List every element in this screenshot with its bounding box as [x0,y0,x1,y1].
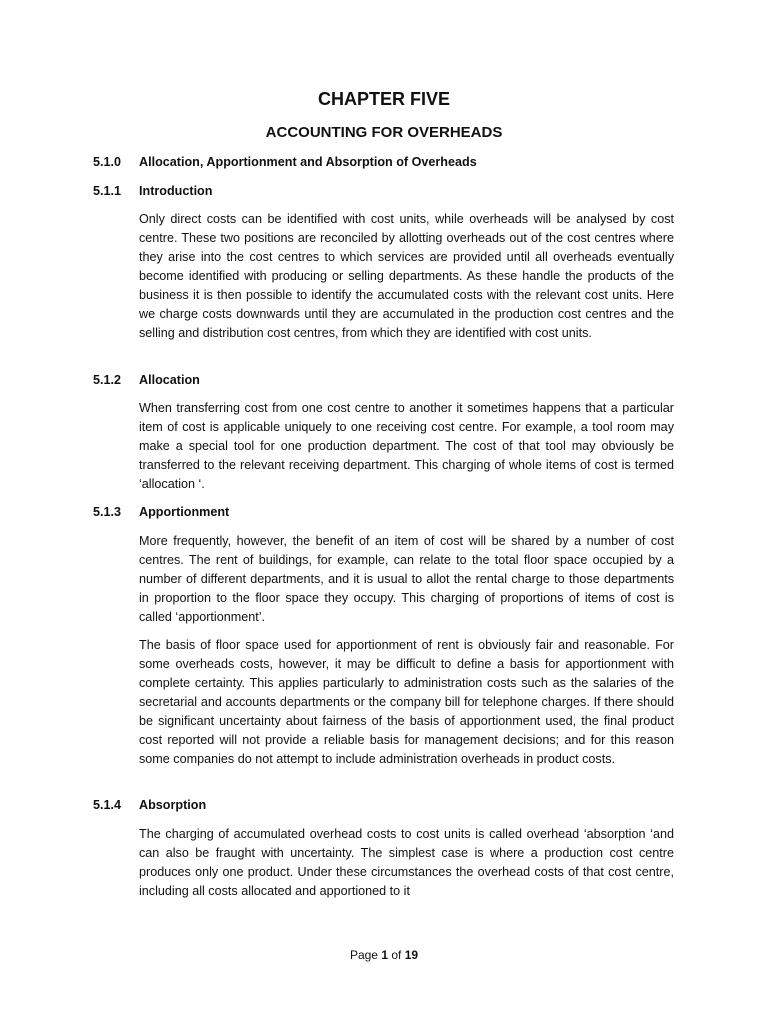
chapter-title: ACCOUNTING FOR OVERHEADS [265,124,503,141]
section-heading-5-1-0 [93,155,477,169]
section-title: Allocation [139,373,200,387]
section-heading-5-1-2 [93,373,200,387]
section-number: 5.1.1 [93,184,122,198]
section-heading-5-1-1 [93,184,212,198]
section-number: 5.1.4 [93,798,122,812]
paragraph-allocation: When transferring cost from one cost centre to another it sometimes happens that a particular item of cost is applicable uniquely to one receiving cost centre. For example, a tool room may make a special tool for one production department. The cost of that tool may obviously be transferred to the relevant receiving department. This charging of whole items of cost is termed ‘allocation ‘. [139,401,674,491]
section-title: Absorption [139,798,207,812]
section-title: Allocation, Apportionment and Absorption of Overheads [139,155,477,169]
section-title: Apportionment [139,505,230,519]
section-number: 5.1.2 [93,373,122,387]
paragraph-absorption: The charging of accumulated overhead costs to cost units is called overhead ‘absorption ‘and can also be fraught with uncertainty. The simplest case is where a production cost centre produces only one product. Under these circumstances the overhead costs of that cost centre, including all costs allocated and apportioned to it [139,827,674,898]
paragraph-apportionment-2: The basis of floor space used for apportionment of rent is obviously fair and reasonable. For some overheads costs, however, it may be difficult to define a basis for apportionment with complete certainty. This applies particularly to administration costs such as the salaries of the secretarial and accounts departments or the company bill for telephone charges. If there should be significant uncertainty about fairness of the basis of apportionment used, the final product cost reported will not provide a reliable basis for management decisions; and for this reason some companies do not attempt to include administration overheads in product costs. [139,638,674,766]
page-number: 1 [381,948,388,962]
section-title: Introduction [139,184,213,198]
paragraph-introduction: Only direct costs can be identified with cost units, while overheads will be analysed by cost centre. These two positions are reconciled by allotting overheads out of the cost centres where they arise into the cost centres to which services are provided until all overheads eventually become identified with producing or selling departments. As these handle the products of the business it is then possible to identify the accumulated costs with the relevant cost units. Here we charge costs downwards until they are accumulated in the production cost centres and the selling and distribution cost centres, from which they are identified with cost units. [139,212,674,340]
page-total: 19 [404,948,419,962]
of-word: of [391,948,402,962]
section-heading-5-1-3 [93,505,229,519]
section-number: 5.1.3 [93,505,122,519]
paragraph-apportionment: More frequently, however, the benefit of an item of cost will be shared by a number of cost centres. The rent of buildings, for example, can relate to the total floor space occupied by a number of different departments, and it is usual to allot the rental charge to those departments in proportion to the floor space they occupy. This charging of proportions of items of cost is called ‘apportionment’. [139,534,674,624]
section-number: 5.1.0 [93,155,122,169]
page-footer [0,948,768,962]
section-heading-5-1-4 [93,798,206,812]
chapter-heading: CHAPTER FIVE [317,89,450,109]
page-word: Page [349,948,378,962]
